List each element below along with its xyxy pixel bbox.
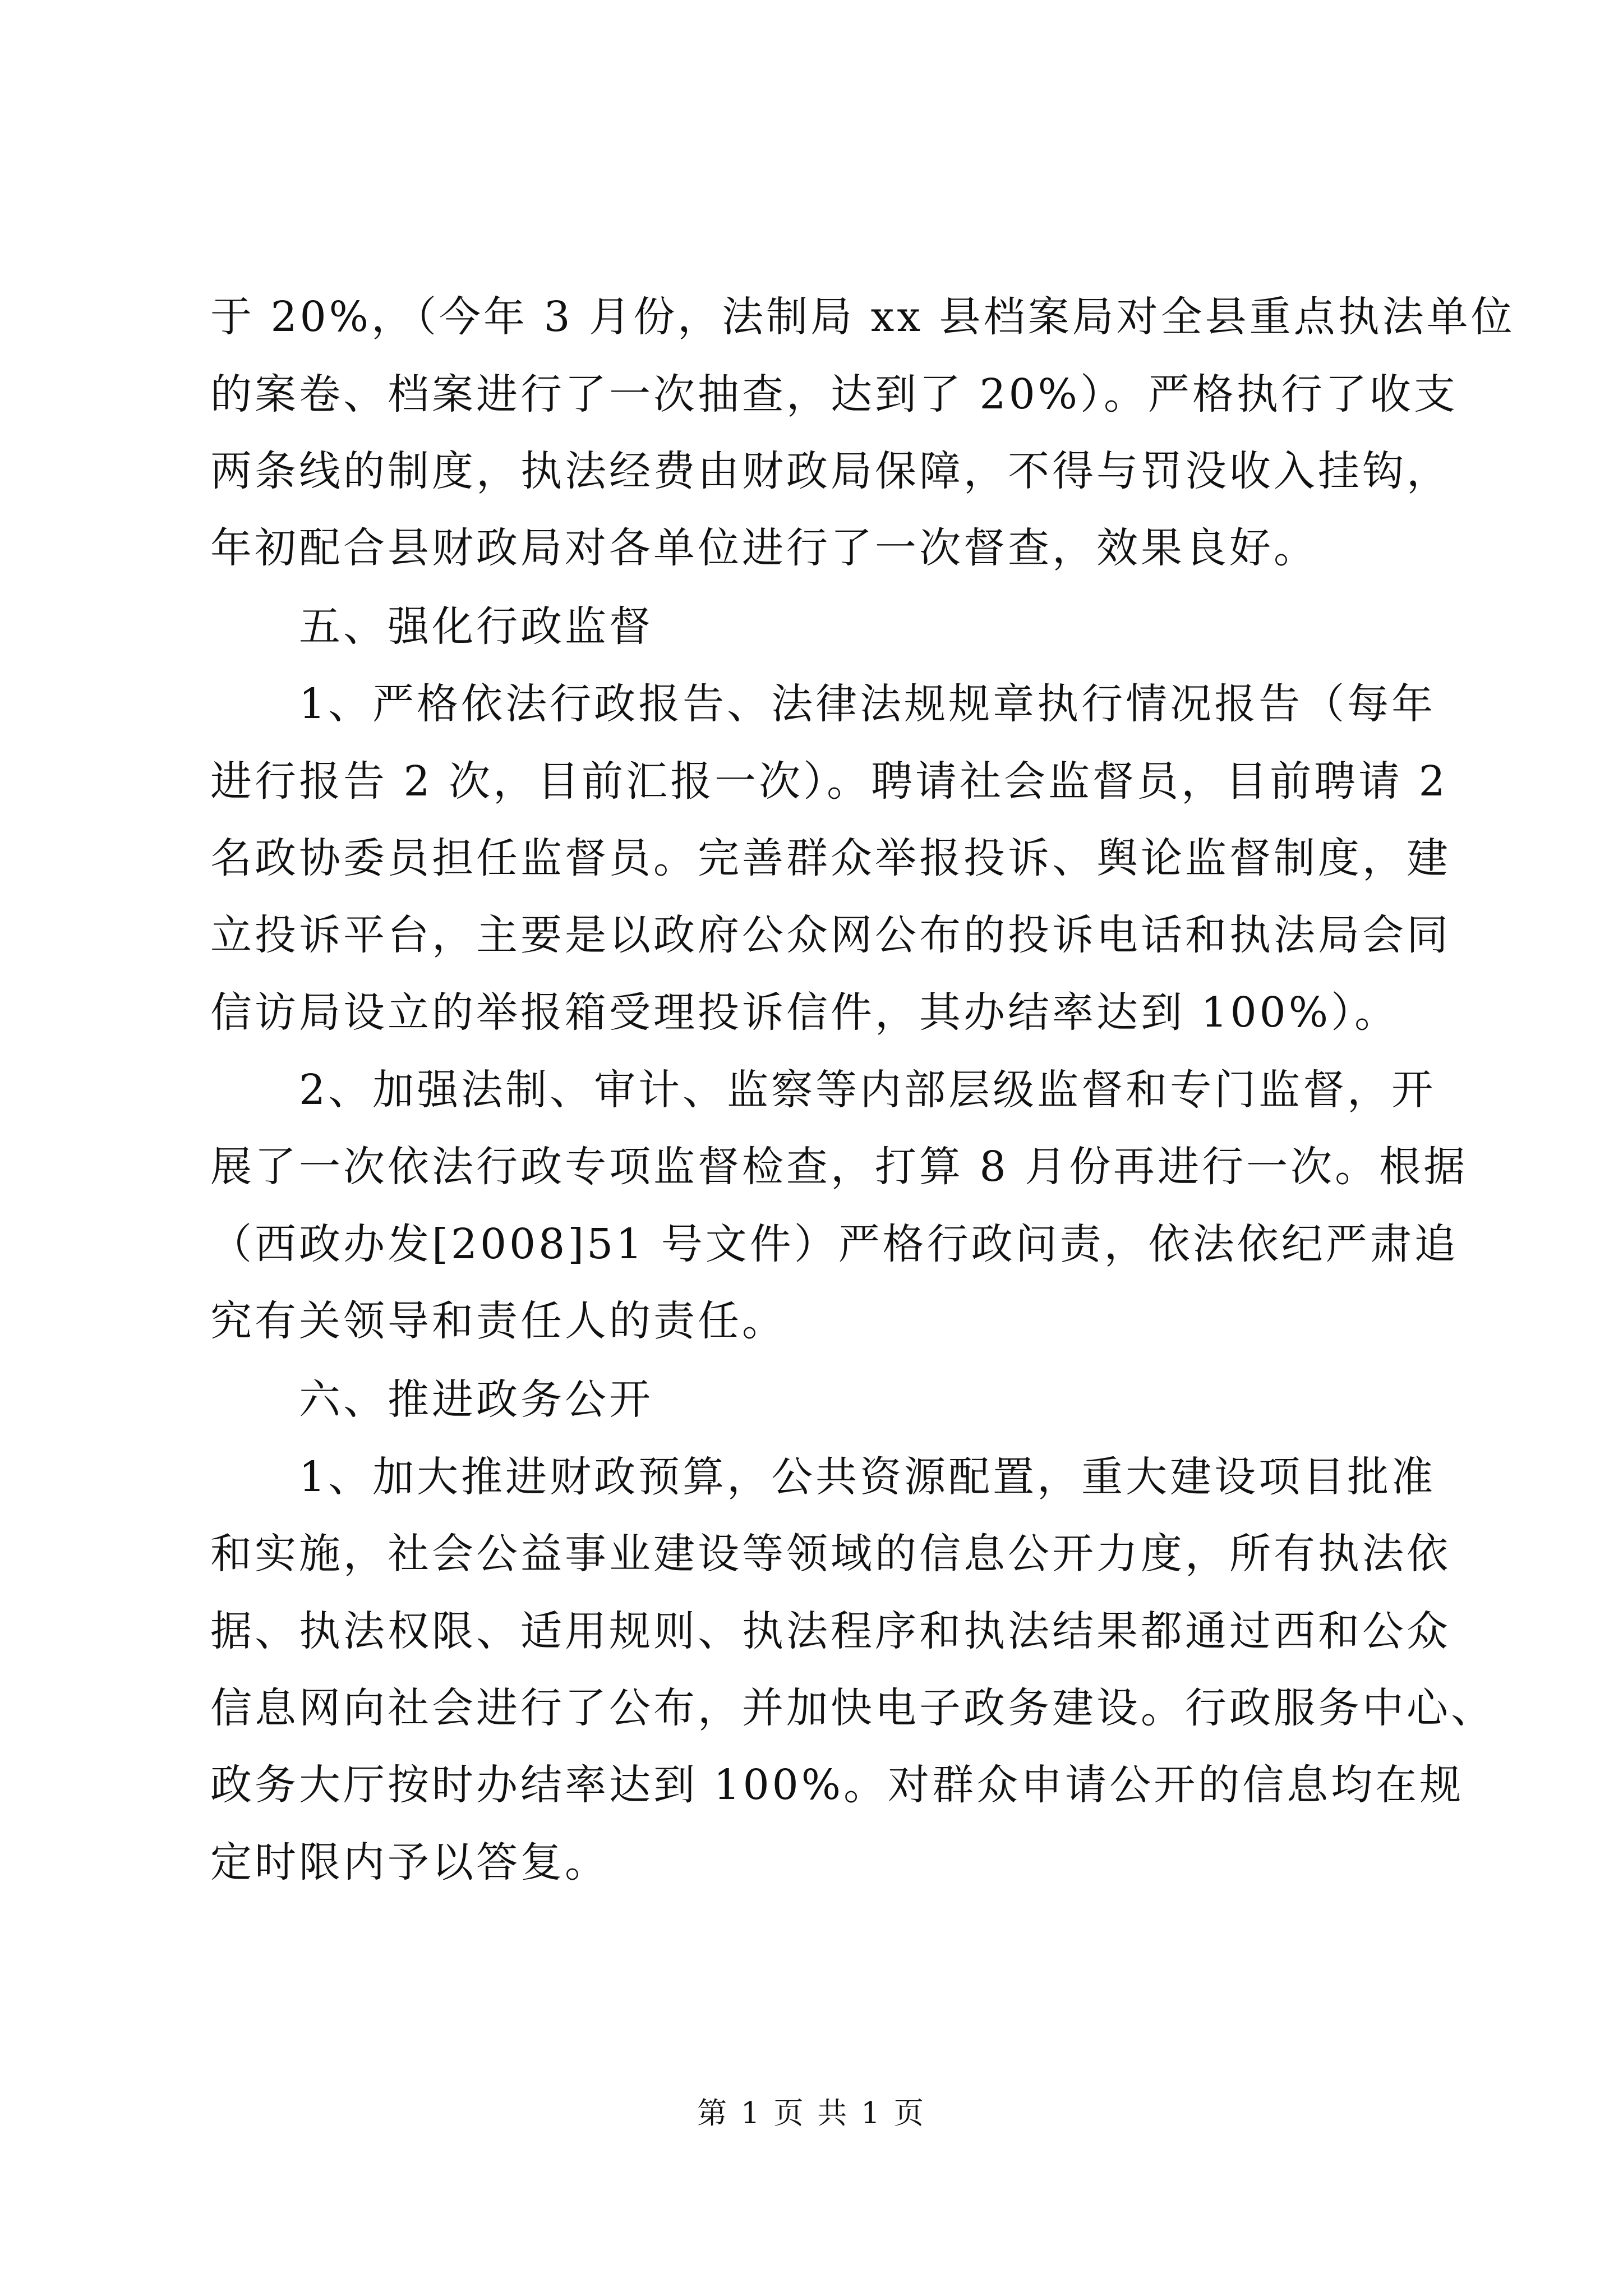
- text-line: （西政办发[2008]51 号文件）严格行政问责，依法依纪严肃追: [210, 1220, 1459, 1268]
- text-line: 究有关领导和责任人的责任。: [210, 1297, 786, 1345]
- text-line: 于 20%，（今年 3 月份，法制局 xx 县档案局对全县重点执法单位: [210, 293, 1515, 341]
- page-footer: 第 1 页 共 1 页: [697, 2096, 926, 2131]
- text-line: 的案卷、档案进行了一次抽查，达到了 20%）。严格执行了收支: [210, 370, 1458, 418]
- text-line: 1、加大推进财政预算，公共资源配置，重大建设项目批准: [299, 1453, 1436, 1501]
- text-line: 定时限内予以答复。: [210, 1838, 609, 1887]
- text-line: 和实施，社会公益事业建设等领域的信息公开力度，所有执法依: [210, 1530, 1451, 1578]
- text-line: 政务大厅按时办结率达到 100%。对群众申请公开的信息均在规: [210, 1761, 1464, 1809]
- text-line: 立投诉平台，主要是以政府公众网公布的投诉电话和执法局会同: [210, 911, 1451, 959]
- text-line: 进行报告 2 次，目前汇报一次）。聘请社会监督员，目前聘请 2: [210, 757, 1448, 806]
- text-line: 年初配合县财政局对各单位进行了一次督查，效果良好。: [210, 524, 1318, 572]
- text-line: 信访局设立的举报箱受理投诉信件，其办结率达到 100%）。: [210, 988, 1399, 1037]
- text-line: 展了一次依法行政专项监督检查，打算 8 月份再进行一次。根据: [210, 1143, 1468, 1191]
- text-line: 据、执法权限、适用规则、执法程序和执法结果都通过西和公众: [210, 1607, 1451, 1655]
- text-line: 2、加强法制、审计、监察等内部层级监督和专门监督，开: [299, 1066, 1436, 1114]
- section-heading: 五、强化行政监督: [299, 602, 653, 651]
- text-line: 1、严格依法行政报告、法律法规规章执行情况报告（每年: [299, 680, 1436, 728]
- section-heading: 六、推进政务公开: [299, 1375, 653, 1424]
- text-line: 两条线的制度，执法经费由财政局保障，不得与罚没收入挂钩，: [210, 447, 1451, 495]
- text-line: 名政协委员担任监督员。完善群众举报投诉、舆论监督制度，建: [210, 834, 1451, 882]
- text-line: 信息网向社会进行了公布，并加快电子政务建设。行政服务中心、: [210, 1684, 1495, 1732]
